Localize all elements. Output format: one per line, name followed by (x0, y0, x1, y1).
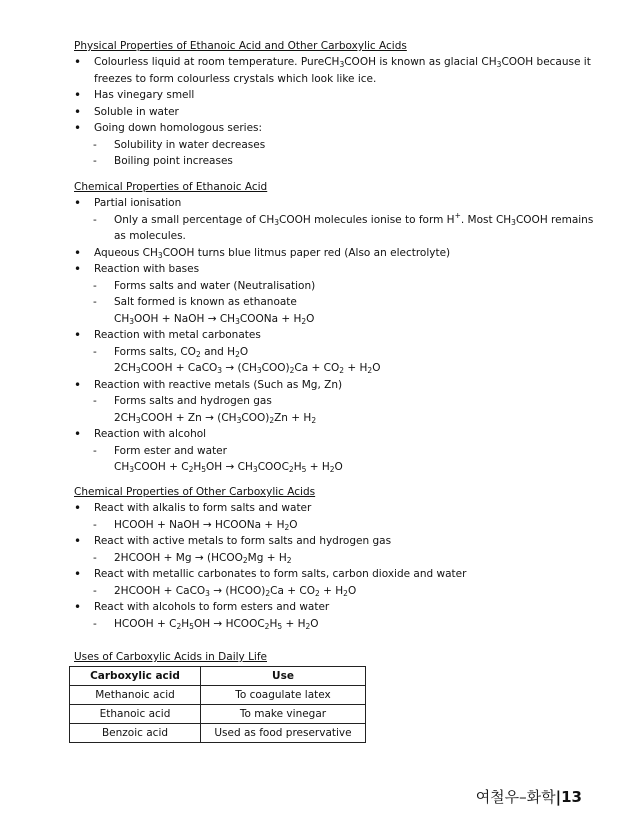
footer-separator: | (555, 788, 562, 806)
list-item: • Reaction with reactive metals (Such as Mg, Zn) (74, 377, 594, 394)
list-subitem: - Boiling point increases (74, 153, 594, 170)
table-cell: To coagulate latex (201, 686, 366, 705)
table-cell: Used as food preservative (201, 724, 366, 743)
list-item: • Aqueous $CH_3COOH$ turns blue litmus paper red (Also an electrolyte) (74, 245, 594, 262)
equation: - 2HCOOH + CaCO$_3$ → $(HCOO)_2Ca + CO_2 + H_2O$ (74, 583, 594, 600)
list-item: • Partial ionisation (74, 195, 594, 212)
page-number: 13 (561, 788, 582, 806)
list-item: • Has vinegary smell (74, 87, 594, 104)
list-item: • Soluble in water (74, 104, 594, 121)
other-acids-section (74, 484, 594, 632)
list-item: • React with active metals to form salts and hydrogen gas (74, 533, 594, 550)
list-subitem: - Solubility in water decreases (74, 137, 594, 154)
list-subitem: - Salt formed is known as ethanoate (74, 294, 594, 311)
other-acids-heading: Chemical Properties of Other Carboxylic Acids (74, 486, 316, 498)
physical-properties-section (74, 38, 594, 170)
list-subitem: - Only a small percentage of $CH_3COOH$ molecules ionise to form H+. Most $CH_3COOH$ remains as molecules. (74, 212, 594, 245)
table-row (70, 705, 366, 724)
list-subitem: - Form ester and water (74, 443, 594, 460)
list-item: • React with alcohols to form esters and water (74, 599, 594, 616)
ethanoic-chemical-heading: Chemical Properties of Ethanoic Acid (74, 181, 268, 193)
table-row (70, 724, 366, 743)
ethanoic-chemical-section (74, 179, 594, 476)
column-header: Carboxylic acid (70, 667, 201, 686)
uses-table (69, 666, 366, 743)
list-item: • React with alkalis to form salts and water (74, 500, 594, 517)
column-header: Use (201, 667, 366, 686)
list-item: • Reaction with metal carbonates (74, 327, 594, 344)
table-header-row (70, 667, 366, 686)
list-item: • Going down homologous series: (74, 120, 594, 137)
table-cell: To make vinegar (201, 705, 366, 724)
equation: $2CH_3COOH + Zn \to (CH_3COO)_2Zn + H_2$ (114, 411, 317, 425)
footer-author: 여철우–화학 (475, 788, 556, 806)
uses-heading: Uses of Carboxylic Acids in Daily Life (74, 651, 268, 663)
table-cell: Ethanoic acid (70, 705, 201, 724)
table-cell: Methanoic acid (70, 686, 201, 705)
equation: $CH_3COOH + C_2H_5OH$ → $CH_3COOC_2H_5 + H_2O$ (114, 461, 343, 474)
equation: - HCOOH + $C_2H_5OH$ → $HCOOC_2H_5 + H_2O$ (74, 616, 594, 633)
equation: - HCOOH + NaOH → HCOONa + $H_2O$ (74, 517, 594, 534)
list-subitem: - Forms salts and hydrogen gas (74, 393, 594, 410)
list-item: • Reaction with bases (74, 261, 594, 278)
equation: $CH_3OOH$ + NaOH → $CH_3COONa + H_2O$ (114, 312, 315, 326)
list-item: • React with metallic carbonates to form salts, carbon dioxide and water (74, 566, 594, 583)
physical-properties-heading: Physical Properties of Ethanoic Acid and Other Carboxylic Acids (74, 40, 407, 52)
list-item: • Colourless liquid at room temperature. PureCH$_3$COOH is known as glacial $CH_3COOH$ because it freezes to form colourless crystals which look like ice. (74, 54, 594, 87)
table-row (70, 686, 366, 705)
equation: - 2HCOOH + $Mg \to (HCOO_2Mg + H_2$ (74, 550, 594, 567)
page-footer (476, 786, 582, 807)
list-subitem: - Forms salts and water (Neutralisation) (74, 278, 594, 295)
equation: $2CH_3COOH$ + CaCO$_3$ → $(CH_3COO)_2Ca + CO_2 + H_2O$ (114, 362, 381, 375)
uses-section (74, 649, 594, 665)
list-subitem: - Forms salts, $CO_2$ and $H_2O$ (74, 344, 594, 361)
table-cell: Benzoic acid (70, 724, 201, 743)
list-item: • Reaction with alcohol (74, 426, 594, 443)
